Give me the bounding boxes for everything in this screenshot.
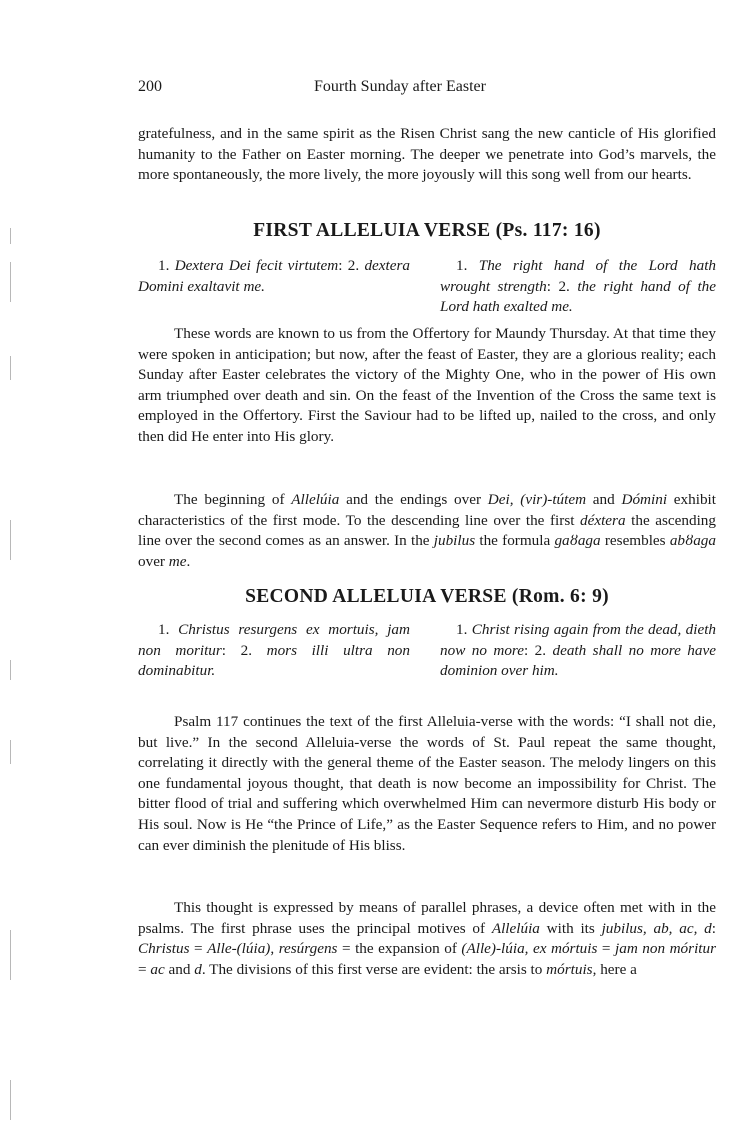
intro-paragraph: gratefulness, and in the same spirit as the Risen Christ sang the new canticle of His glorified humanity to the Father on Easter morning. The deeper we penetrate into God’s marvels, the more spontaneously, the more lively, the more joyously will this song well from our hearts. — [138, 125, 716, 184]
latin-term: Allelúia — [491, 919, 540, 937]
verse-number: : 2. — [221, 641, 267, 659]
latin-term: jubilus, ab, ac, d — [601, 919, 712, 937]
margin-mark — [10, 740, 11, 764]
text: The beginning of — [174, 491, 292, 508]
text: : — [711, 919, 716, 937]
margin-mark — [10, 520, 11, 560]
text: the ascending line over the second comes as an answer. In the — [138, 511, 716, 550]
text: = the expansion of — [337, 940, 462, 958]
latin-term: mórtuis — [546, 960, 593, 978]
section-heading-second-alleluia: SECOND ALLELUIA VERSE (Rom. 6: 9) — [245, 586, 609, 607]
paragraph-psalm-117: Psalm 117 continues the text of the first Alleluia-verse with the words: “I shall not die, but live.” In the second Alleluia-verse the words of St. Paul repeat the same thought, correlating it directly with the general theme of the Easter season. The melody lingers on this one fundamental joyous thought, that death is now become an impossibility for Christ. The bitter flood of trial and suffering which overwhelmed Him can nevermore disturb His body or His soul. Now is He “the Prince of Life,” as the Easter Sequence refers to Him, and no power can ever diminish the plenitude of His bliss. — [138, 713, 716, 854]
paragraph-parallel-phrases — [138, 898, 716, 980]
latin-verse-first — [138, 256, 410, 297]
running-title: Fourth Sunday after Easter — [314, 78, 486, 95]
paragraph-offertory: These words are known to us from the Offertory for Maundy Thursday. At that time they were spoken in anticipation; but now, after the feast of Easter, they are a glorious reality; each Sunday after Easter celebrates the victory of the Mighty One, who in the power of His own arm triumphed over death and sin. On the feast of the Invention of the Cross the same text is employed in the Offertory. First the Saviour had to be lifted up, nailed to the cross, and only then did He enter into His glory. — [138, 325, 716, 445]
latin-text: Christus resurgens ex mortuis, jam non moritur — [138, 621, 410, 659]
latin-term: me — [168, 552, 187, 570]
latin-term: Christus — [138, 940, 190, 958]
text: = — [597, 940, 615, 958]
text: with its — [539, 919, 602, 937]
latin-term: Dei, (vir)-tútem — [487, 491, 587, 508]
latin-term: Alle-(lúia) — [207, 940, 271, 958]
verse-number: : 2. — [524, 641, 553, 659]
text: = — [138, 960, 151, 978]
latin-term: d — [194, 960, 202, 978]
english-text: the right hand of the Lord hath exalted me. — [440, 277, 716, 316]
text: , here a — [592, 960, 637, 978]
text: and — [586, 491, 622, 508]
verse-number: 1. — [456, 257, 479, 274]
latin-term: abȣaga — [669, 532, 716, 550]
text: over — [138, 552, 169, 570]
latin-verse-second — [138, 620, 410, 682]
text: exhibit characteristics of the first mode. To the descending line over the first — [138, 491, 716, 529]
text: the formula — [475, 532, 555, 550]
latin-term: resúrgens — [278, 940, 338, 958]
latin-term: jam non móritur — [615, 940, 717, 958]
text: . — [186, 552, 191, 570]
verse-number: 1. — [456, 621, 472, 638]
text: = — [189, 940, 208, 958]
scan-margin-marks — [0, 0, 20, 1130]
section-heading-first-alleluia: FIRST ALLELUIA VERSE (Ps. 117: 16) — [253, 220, 601, 241]
latin-text: mors illi ultra non dominabitur. — [138, 641, 410, 680]
margin-mark — [10, 228, 11, 244]
verse-number: 1. — [158, 257, 175, 274]
text: and the endings over — [339, 491, 488, 508]
english-verse-second — [440, 620, 716, 682]
paragraph-mode-analysis — [138, 490, 716, 572]
english-verse-first — [440, 256, 716, 318]
latin-text: dextera Domini exaltavit me. — [138, 257, 410, 295]
running-header — [138, 78, 716, 102]
text: . The divisions of this first verse are evident: the arsis to — [201, 960, 547, 978]
latin-term: (Alle)-lúia, ex mórtuis — [461, 940, 598, 958]
verse-number: : 2. — [546, 277, 578, 295]
text: resembles — [600, 532, 670, 550]
english-text: Christ rising again from the dead, dieth now no more — [440, 621, 717, 659]
margin-mark — [10, 930, 11, 980]
margin-mark — [10, 1080, 11, 1120]
latin-term: déxtera — [580, 511, 626, 529]
margin-mark — [10, 262, 11, 302]
text: and — [164, 960, 195, 978]
margin-mark — [10, 356, 11, 380]
latin-term: ac — [150, 960, 165, 978]
page-number: 200 — [138, 78, 162, 95]
latin-term: Dómini — [621, 491, 668, 508]
english-text: death shall no more have dominion over him. — [440, 641, 716, 680]
verse-number: : 2. — [338, 257, 365, 274]
english-text: The right hand of the Lord hath wrought strength — [440, 257, 717, 295]
margin-mark — [10, 660, 11, 680]
latin-text: Dextera Dei fecit virtutem — [174, 257, 339, 274]
text: This thought is expressed by means of parallel phrases, a device often met with in the psalms. The first phrase uses the principal motives of — [138, 899, 716, 937]
latin-term: jubilus — [433, 532, 476, 550]
latin-term: gaȣaga — [554, 532, 601, 550]
verse-number: 1. — [158, 621, 179, 638]
text: , — [270, 940, 279, 958]
latin-term: Allelúia — [291, 491, 340, 508]
